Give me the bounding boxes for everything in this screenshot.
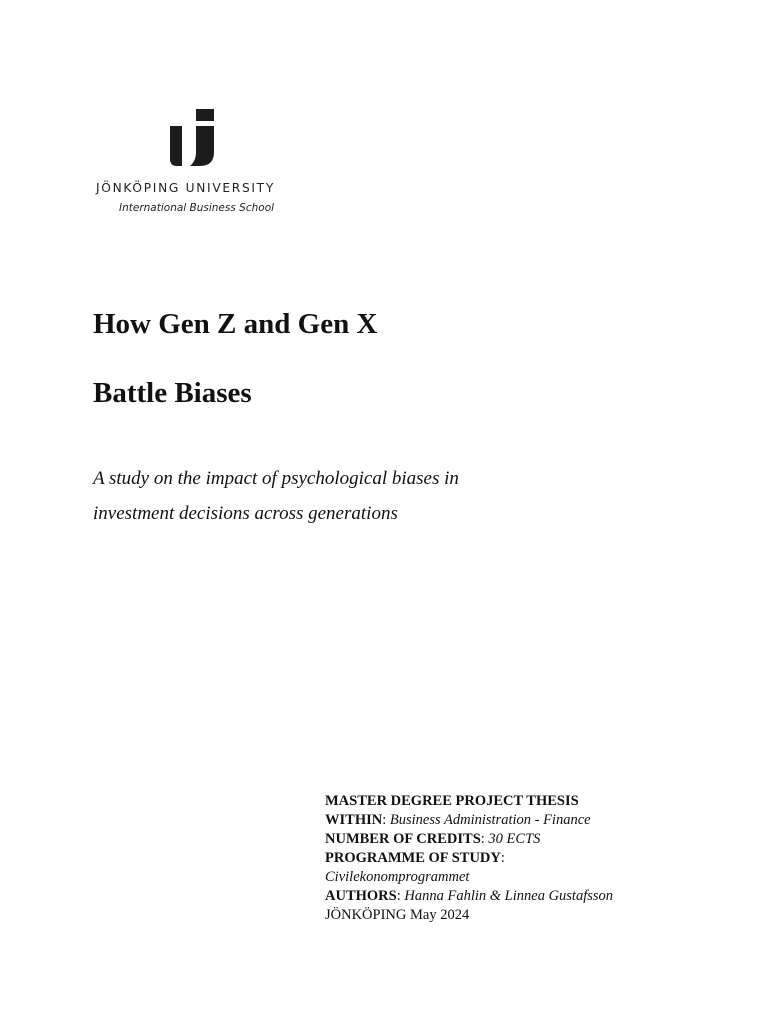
programme-value: Civilekonomprogrammet xyxy=(325,869,470,885)
authors-value: Hanna Fahlin & Linnea Gustafsson xyxy=(404,888,614,904)
credits-line: NUMBER OF CREDITS: 30 ECTS xyxy=(325,831,541,847)
credits-label: NUMBER OF CREDITS xyxy=(325,831,481,847)
thesis-subtitle-line-1: A study on the impact of psychological biases in xyxy=(93,468,459,489)
university-name: JÖNKÖPING UNIVERSITY xyxy=(96,181,275,195)
thesis-type: MASTER DEGREE PROJECT THESIS xyxy=(325,793,579,809)
thesis-title-line-2: Battle Biases xyxy=(93,377,252,409)
within-label: WITHIN xyxy=(325,812,383,828)
credits-value: 30 ECTS xyxy=(488,831,541,847)
programme-label: PROGRAMME OF STUDY xyxy=(325,850,501,866)
thesis-metadata xyxy=(325,792,745,925)
ju-monogram-icon xyxy=(170,106,216,166)
thesis-title-line-1: How Gen Z and Gen X xyxy=(93,308,378,340)
university-logo xyxy=(96,106,296,218)
school-name: International Business School xyxy=(119,202,275,214)
within-value: Business Administration - Finance xyxy=(389,812,591,828)
place-date: JÖNKÖPING May 2024 xyxy=(325,907,470,923)
authors-label: AUTHORS xyxy=(325,888,397,904)
within-line: WITHIN: Business Administration - Finance xyxy=(325,812,591,828)
programme-line: PROGRAMME OF STUDY: xyxy=(325,850,505,866)
thesis-subtitle-line-2: investment decisions across generations xyxy=(93,503,398,524)
authors-line: AUTHORS: Hanna Fahlin & Linnea Gustafsson xyxy=(325,888,614,904)
